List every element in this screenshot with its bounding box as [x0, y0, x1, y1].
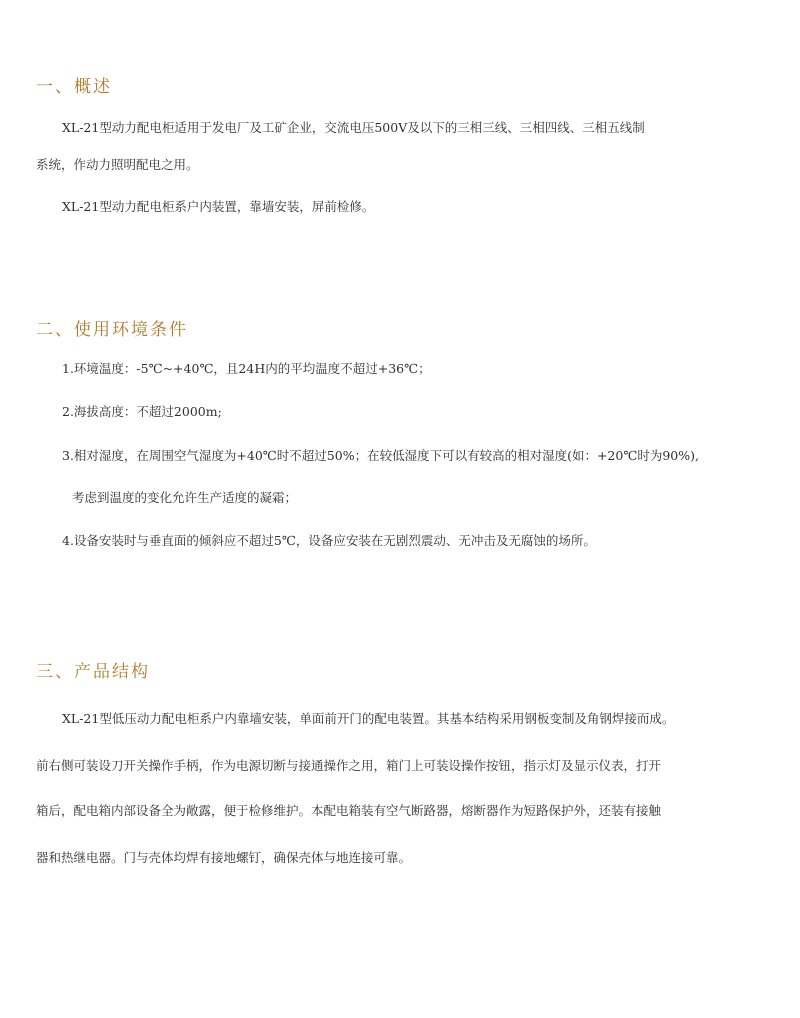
list-item: 1.环境温度：-5℃~+40℃，且24H内的平均温度不超过+36℃；	[62, 361, 431, 376]
paragraph-line: XL-21型动力配电柜系户内装置，靠墙安装，屏前检修。	[62, 199, 375, 214]
section-heading: 一、概述	[36, 77, 112, 97]
paragraph-line: 系统，作动力照明配电之用。	[36, 157, 199, 172]
paragraph-line: XL-21型低压动力配电柜系户内靠墙安装，单面前开门的配电装置。其基本结构采用钢板变制及角钢焊接而成。	[62, 711, 675, 726]
list-item: 4.设备安装时与垂直面的倾斜应不超过5℃，设备应安装在无剧烈震动、无冲击及无腐蚀的场所。	[62, 533, 596, 548]
list-item: 2.海拔高度：不超过2000m;	[62, 404, 222, 419]
section-heading: 三、产品结构	[36, 662, 150, 682]
paragraph-line: XL-21型动力配电柜适用于发电厂及工矿企业，交流电压500V及以下的三相三线、三相四线、三相五线制	[62, 120, 645, 135]
paragraph-line: 器和热继电器。门与壳体均焊有接地螺钉，确保壳体与地连接可靠。	[36, 850, 412, 865]
paragraph-line: 前右侧可装设刀开关操作手柄，作为电源切断与接通操作之用，箱门上可装设操作按钮，指示灯及显示仪表，打开	[36, 758, 662, 773]
paragraph-line: 箱后，配电箱内部设备全为敞露，便于检修维护。本配电箱装有空气断路器，熔断器作为短路保护外，还装有接触	[36, 803, 662, 818]
list-item-continuation: 考虑到温度的变化允许生产适度的凝霜；	[72, 490, 298, 505]
list-item: 3.相对湿度，在周围空气湿度为+40℃时不超过50%；在较低湿度下可以有较高的相对湿度(如：+20℃时为90%),	[62, 448, 699, 463]
section-heading: 二、使用环境条件	[36, 320, 188, 340]
